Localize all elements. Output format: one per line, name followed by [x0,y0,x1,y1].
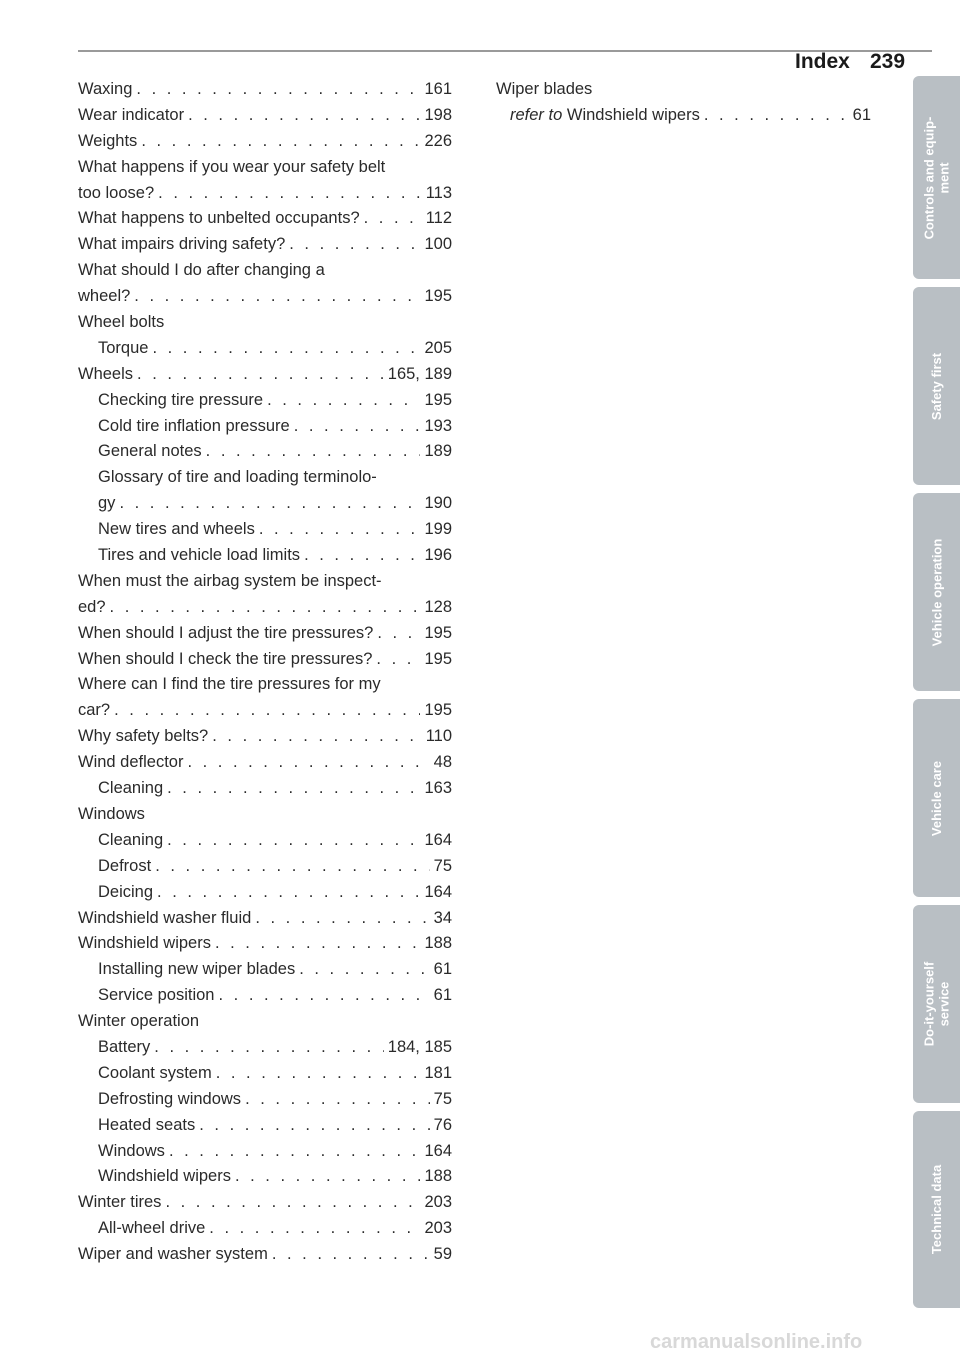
index-entry [78,880,452,906]
index-entry-page: 195 [424,649,452,668]
index-entry [78,698,452,724]
index-entry [78,750,452,776]
index-entry-page: 164 [424,830,452,849]
index-entry-label: Tires and vehicle load limits [98,546,301,565]
index-heading: When must the airbag system be inspect- [78,571,382,590]
index-entry-label: Windshield washer fluid [78,908,252,927]
leader-dots [289,232,420,258]
index-entry-label: Wiper and washer system [78,1245,268,1264]
index-entry-label: car? [78,701,111,720]
index-entry-label: General notes [98,442,202,461]
index-entry-label: Waxing [78,80,133,98]
index-entry [78,1164,452,1190]
index-entry [78,284,452,310]
leader-dots [218,983,429,1009]
index-heading: Wiper blades [496,80,593,98]
index-entry [78,439,452,465]
index-entry-page: 205 [424,338,452,357]
index-entry-page: 75 [433,856,452,875]
index-entry-label: Defrost [98,856,152,875]
index-entry [78,362,452,388]
index-entry-page: 165, 189 [387,364,452,383]
section-tab-label: Vehicle operation [929,538,944,646]
leader-dots [212,724,421,750]
index-entry-page: 48 [433,753,452,772]
index-heading: Where can I find the tire pressures for my [78,675,381,694]
index-entry [496,103,871,129]
leader-dots [110,595,421,621]
leader-dots [155,854,429,880]
index-entry-page: 113 [425,183,452,202]
index-entry-label: Why safety belts? [78,727,209,746]
leader-dots [235,1164,421,1190]
leader-dots [169,1139,421,1165]
index-entry [78,957,452,983]
section-tab[interactable] [913,287,960,485]
index-entry-label: What happens to unbelted occupants? [78,209,360,228]
leader-dots [272,1242,430,1268]
index-entry-page: 61 [433,986,452,1005]
leader-dots [216,1061,421,1087]
index-entry [78,1139,452,1165]
leader-dots [377,621,420,647]
index-entry-prefix: refer to [510,105,563,124]
index-entry-label: Heated seats [98,1115,196,1134]
index-entry-page: 195 [424,287,452,306]
leader-dots [199,1113,429,1139]
leader-dots [364,206,422,232]
index-entry [78,103,452,129]
index-entry [78,1242,452,1268]
leader-dots [141,129,420,155]
index-entry-page: 188 [424,934,452,953]
leader-dots [158,181,422,207]
section-tab[interactable] [913,493,960,691]
section-tab-label: Safety first [929,352,945,420]
index-column-right [496,77,871,129]
index-entry-page: 110 [425,727,452,746]
leader-dots [167,828,420,854]
index-entry-page: 161 [424,80,452,98]
index-entry-label: When should I check the tire pressures? [78,649,373,668]
index-entry-page: 195 [424,623,452,642]
index-entry-page: 226 [424,131,452,150]
index-entry-page: 75 [433,1089,452,1108]
section-tab[interactable] [913,76,960,279]
index-entry [78,77,452,103]
index-entry-label: Coolant system [98,1063,212,1082]
index-entry [78,983,452,1009]
section-tab-label: Vehicle care [929,760,945,836]
index-entry-page: 164 [424,882,452,901]
index-entry-page: 100 [424,235,452,254]
index-entry-label: Wear indicator [78,105,185,124]
index-entry-page: 128 [424,597,452,616]
leader-dots [304,543,420,569]
index-entry-page: 181 [424,1063,452,1082]
index-entry [78,595,452,621]
index-entry-label: Cleaning [98,830,164,849]
index-entry-label: gy [98,494,116,513]
index-entry-page: 195 [424,701,452,720]
index-entry-page: 59 [433,1245,452,1264]
index-entry-label: Battery [98,1037,151,1056]
leader-dots [134,284,420,310]
leader-dots [294,414,421,440]
index-entry-label: What impairs driving safety? [78,235,286,254]
index-entry [78,931,452,957]
leader-dots [255,906,429,932]
leader-dots [114,698,420,724]
index-entry [78,1190,452,1216]
index-heading: Windows [78,804,145,823]
index-entry-label: All-wheel drive [98,1219,206,1238]
index-entry-page: 76 [433,1115,452,1134]
index-entry [78,517,452,543]
index-entry [78,776,452,802]
index-entry-label: When should I adjust the tire pressures? [78,623,374,642]
leader-dots [209,1216,420,1242]
section-tab-label: Technical data [929,1164,944,1255]
index-entry-label: Winter tires [78,1193,162,1212]
index-entry-label: Cold tire inflation pressure [98,416,290,435]
index-entry [78,491,452,517]
leader-dots [119,491,420,517]
index-entry [78,336,452,362]
index-entry-label: Wheels [78,364,134,383]
index-heading: Glossary of tire and loading terminolo- [98,468,377,487]
index-heading: Wheel bolts [78,313,165,332]
index-entry [78,724,452,750]
index-entry-label: Weights [78,131,138,150]
index-entry-page: 193 [424,416,452,435]
index-entry-label: wheel? [78,287,131,306]
index-entry-label: ed? [78,597,106,616]
index-entry-label: too loose? [78,183,155,202]
index-entry-label: Cleaning [98,779,164,798]
index-entry-page: 61 [852,105,871,124]
index-entry-page: 188 [424,1167,452,1186]
index-entry [78,1216,452,1242]
leader-dots [152,336,420,362]
index-entry [78,647,452,673]
index-entry-label: Service position [98,986,215,1005]
leader-dots [154,1035,383,1061]
index-entry-label: Checking tire pressure [98,390,264,409]
leader-dots [137,362,384,388]
index-entry-page: 163 [424,779,452,798]
section-tab[interactable] [913,905,960,1103]
index-entry [78,1061,452,1087]
index-entry [78,828,452,854]
index-entry-page: 34 [433,908,452,927]
leader-dots [187,750,429,776]
index-column-left [78,77,452,1268]
index-entry-page: 199 [424,520,452,539]
leader-dots [376,647,420,673]
index-entry [78,181,452,207]
index-entry-page: 184, 185 [387,1037,452,1056]
leader-dots [136,77,420,103]
index-entry [78,854,452,880]
section-tab[interactable] [913,1111,960,1308]
leader-dots [215,931,421,957]
leader-dots [157,880,420,906]
index-entry [78,1035,452,1061]
page-number: 239 [870,50,906,73]
section-tab-label: Do-it-yourself service [921,961,952,1047]
index-entry-page: 196 [424,546,452,565]
index-entry-page: 195 [424,390,452,409]
index-entry-label: Windshield wipers [78,934,211,953]
index-entry-label: Windows [98,1141,165,1160]
index-entry [78,1113,452,1139]
index-entry-label: New tires and wheels [98,520,255,539]
index-entry [78,129,452,155]
index-entry-page: 164 [424,1141,452,1160]
index-entry-label: Defrosting windows [98,1089,242,1108]
section-tab-label: Controls and equip- ment [921,116,952,239]
leader-dots [267,388,420,414]
index-heading: What should I do after changing a [78,261,325,280]
index-entry-page: 198 [424,105,452,124]
index-entry [78,543,452,569]
index-entry-page: 112 [425,209,452,228]
index-heading: What happens if you wear your safety belt [78,157,386,176]
leader-dots [704,103,849,129]
index-entry-page: 61 [433,960,452,979]
index-entry-label: Installing new wiper blades [98,960,296,979]
watermark: carmanualsonline.info [650,1331,863,1353]
leader-dots [245,1087,430,1113]
page-title: Index [795,50,850,73]
index-entry [78,414,452,440]
index-entry [78,206,452,232]
index-entry [78,232,452,258]
index-entry-label: Windshield wipers [566,105,700,124]
index-entry-page: 190 [424,494,452,513]
leader-dots [206,439,421,465]
index-entry [78,906,452,932]
index-entry-label: Windshield wipers [98,1167,231,1186]
index-entry-page: 189 [424,442,452,461]
index-entry-label: Wind deflector [78,753,184,772]
index-entry-label: Torque [98,338,149,357]
index-entry-label: Deicing [98,882,154,901]
index-entry [78,388,452,414]
leader-dots [188,103,420,129]
index-heading: Winter operation [78,1012,200,1031]
index-entry-page: 203 [424,1193,452,1212]
leader-dots [165,1190,420,1216]
leader-dots [299,957,429,983]
index-entry [78,1087,452,1113]
leader-dots [259,517,421,543]
index-entry [78,621,452,647]
index-entry-page: 203 [424,1219,452,1238]
section-tab[interactable] [913,699,960,897]
leader-dots [167,776,420,802]
